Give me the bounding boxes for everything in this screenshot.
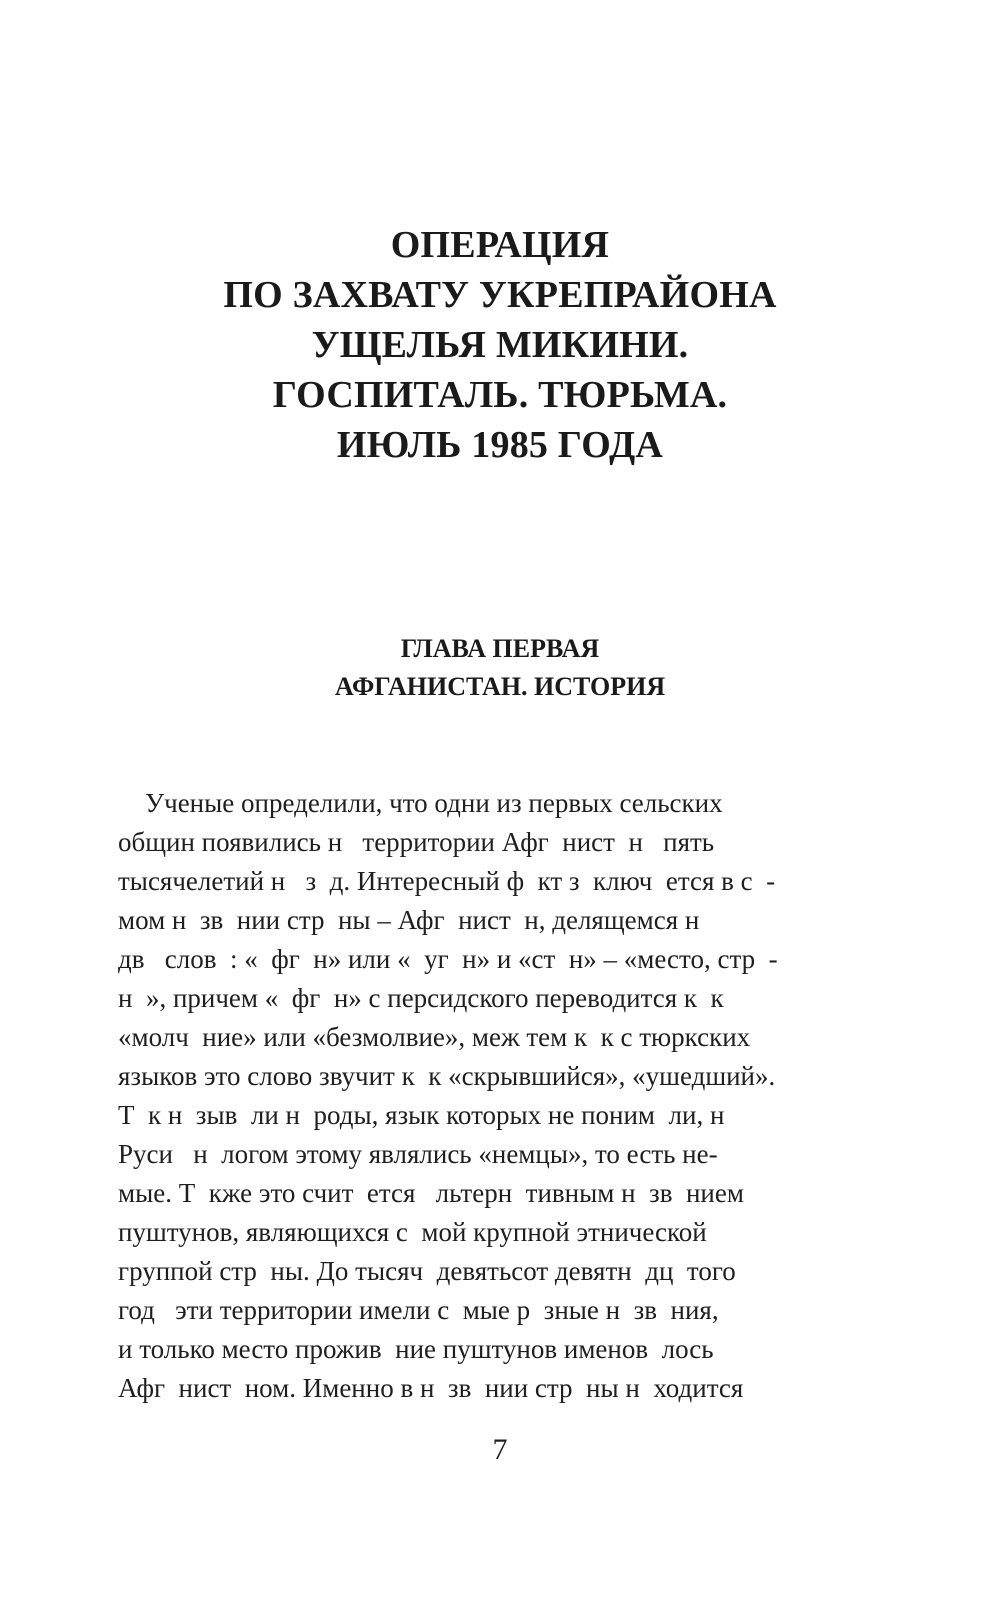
text-line: Т к н зыв ли н роды, язык которых не поним ли, н [118,1100,725,1130]
part-title-line: ПО ЗАХВАТУ УКРЕПРАЙОНА [223,274,777,316]
part-title-line: УЩЕЛЬЯ МИКИНИ. [311,324,689,366]
text-line: н », причем « фг н» с персидского переводится к к [118,983,724,1013]
text-line: Ученые определили, что одни из первых сельских [118,788,723,818]
text-line: и только место прожив ние пуштунов именов лось [118,1334,714,1364]
text-line: группой стр ны. До тысяч девятьсот девятн дц того [118,1256,736,1286]
part-title-line: ГОСПИТАЛЬ. ТЮРЬМА. [272,374,728,416]
text-line: «молч ние» или «безмолвие», меж тем к к с тюркских [118,1022,751,1052]
part-title-line: ИЮЛЬ 1985 ГОДА [336,424,664,466]
text-line: общин появились н территории Афг нист н пять [118,827,715,857]
chapter-heading [0,630,1000,706]
part-title [0,220,1000,470]
text-line: Руси н логом этому являлись «немцы», то есть не- [118,1139,718,1169]
chapter-number: ГЛАВА ПЕРВАЯ [400,634,600,663]
page-number: 7 [492,1433,508,1466]
text-line: мом н зв нии стр ны – Афг нист н, делящемся н [118,905,700,935]
chapter-title: АФГАНИСТАН. ИСТОРИЯ [334,672,666,701]
body-paragraph [118,784,856,1408]
text-line: языков это слово звучит к к «скрывшийся», «ушедший». [118,1061,776,1091]
text-line: Афг нист ном. Именно в н зв нии стр ны н ходится [118,1373,744,1403]
text-line: дв слов : « фг н» или « уг н» и «ст н» – «место, стр - [118,944,778,974]
part-title-line: ОПЕРАЦИЯ [390,224,610,266]
text-line: год эти территории имели с мые р зные н зв ния, [118,1295,719,1325]
text-line: тысячелетий н з д. Интересный ф кт з ключ ется в с - [118,866,776,896]
text-line: мые. Т кже это счит ется льтерн тивным н зв нием [118,1178,744,1208]
text-line: пуштунов, являющихся с мой крупной этнической [118,1217,707,1247]
